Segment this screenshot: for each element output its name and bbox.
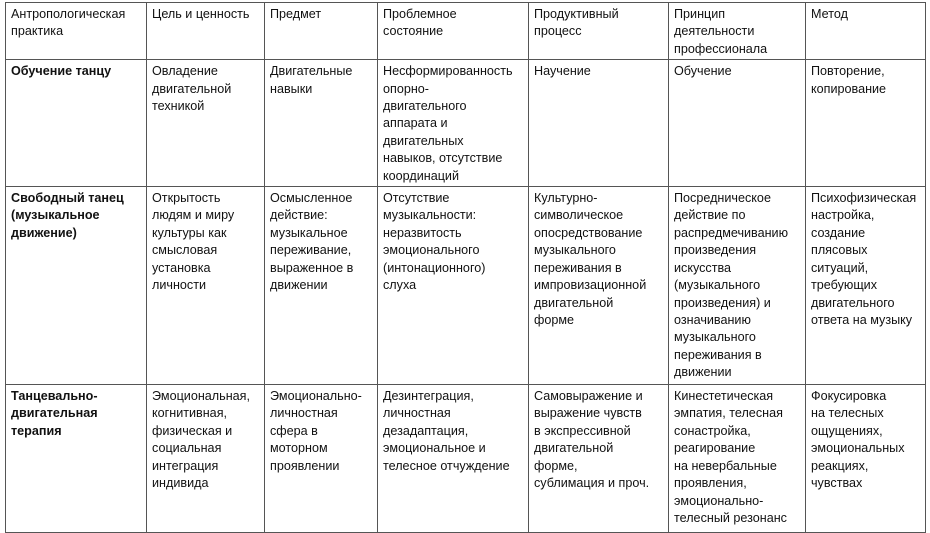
header-cell-problem-state: Проблемное состояние [378,3,529,60]
table-cell: Двигательные навыки [265,60,378,187]
table-cell: Научение [529,60,669,187]
anthropological-practices-table [5,2,926,533]
table-row [6,385,926,533]
table-cell: Кинестетическая эмпатия, телесная сонастройка, реагирование на невербальные проявления, эмоционально- телесный резонанс [669,385,806,533]
table-row [6,60,926,187]
table-cell: Несформированность опорно- двигательного аппарата и двигательных навыков, отсутствие координаций [378,60,529,187]
header-cell-productive-process: Продуктивный процесс [529,3,669,60]
table-cell: Посредническое действие по распредмечиванию произведения искусства (музыкального произведения) и означиванию музыкального переживания в движении [669,187,806,385]
table-row [6,187,926,385]
table-cell: Овладение двигательной техникой [147,60,265,187]
table-cell: Эмоционально- личностная сфера в моторном проявлении [265,385,378,533]
table-cell: Дезинтеграция, личностная дезадаптация, эмоциональное и телесное отчуждение [378,385,529,533]
row-header-cell: Свободный танец (музыкальное движение) [6,187,147,385]
table-cell: Самовыражение и выражение чувств в экспрессивной двигательной форме, сублимация и проч. [529,385,669,533]
header-cell-professional-principle: Принцип деятельности профессионала [669,3,806,60]
header-cell-method: Метод [806,3,926,60]
header-cell-practice: Антропологическая практика [6,3,147,60]
table-cell: Осмысленное действие: музыкальное переживание, выраженное в движении [265,187,378,385]
header-cell-subject: Предмет [265,3,378,60]
table-cell: Отсутствие музыкальности: неразвитость эмоционального (интонационного) слуха [378,187,529,385]
header-cell-goal: Цель и ценность [147,3,265,60]
row-header-cell: Обучение танцу [6,60,147,187]
row-header-cell: Танцевально- двигательная терапия [6,385,147,533]
table-cell: Открытость людям и миру культуры как смысловая установка личности [147,187,265,385]
table-cell: Культурно- символическое опосредствование музыкального переживания в импровизационной двигательной форме [529,187,669,385]
table-cell: Психофизическая настройка, создание плясовых ситуаций, требующих двигательного ответа на музыку [806,187,926,385]
table-cell: Фокусировка на телесных ощущениях, эмоциональных реакциях, чувствах [806,385,926,533]
table-cell: Обучение [669,60,806,187]
table-cell: Эмоциональная, когнитивная, физическая и социальная интеграция индивида [147,385,265,533]
table-cell: Повторение, копирование [806,60,926,187]
table-header-row [6,3,926,60]
